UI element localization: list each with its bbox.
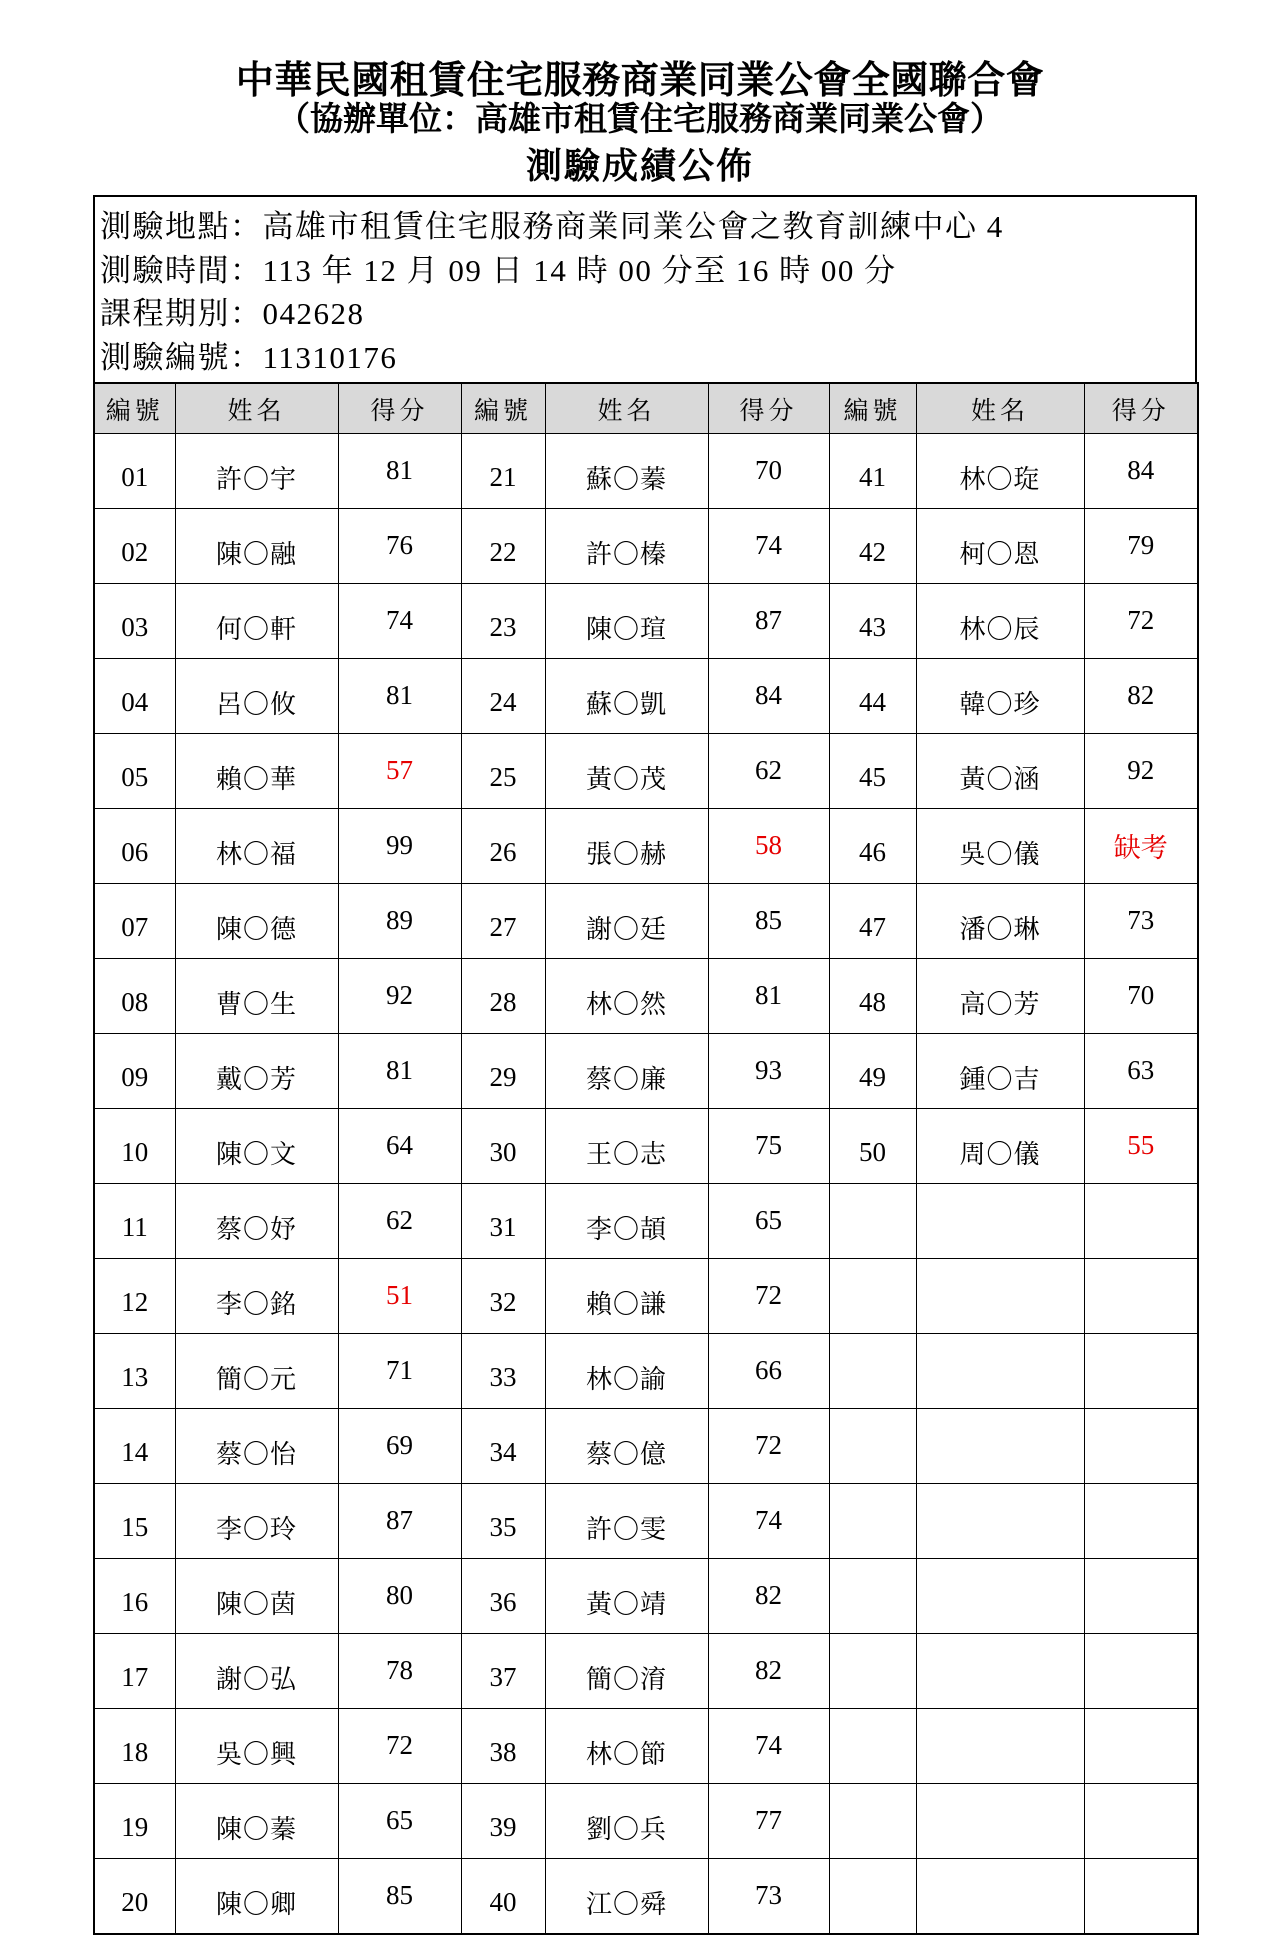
student-name: 高〇芳 — [916, 959, 1084, 1034]
student-name: 林〇諭 — [545, 1334, 708, 1409]
student-name: 曹〇生 — [175, 959, 338, 1034]
student-score: 缺考 — [1084, 809, 1198, 884]
table-row — [94, 1259, 1198, 1334]
student-score: 84 — [1084, 434, 1198, 509]
student-number: 06 — [94, 809, 175, 884]
student-score: 92 — [338, 959, 461, 1034]
header-name: 姓名 — [545, 383, 708, 434]
student-number: 26 — [461, 809, 545, 884]
student-score: 87 — [708, 584, 829, 659]
student-score: 79 — [1084, 509, 1198, 584]
student-score: 71 — [338, 1334, 461, 1409]
student-name: 呂〇攸 — [175, 659, 338, 734]
results-heading: 測驗成績公佈 — [525, 146, 754, 186]
empty-cell — [1084, 1634, 1198, 1709]
empty-cell — [916, 1859, 1084, 1935]
header-score: 得分 — [708, 383, 829, 434]
student-number: 10 — [94, 1109, 175, 1184]
student-name: 李〇玲 — [175, 1484, 338, 1559]
student-score: 82 — [708, 1634, 829, 1709]
student-score: 81 — [338, 659, 461, 734]
student-number: 36 — [461, 1559, 545, 1634]
student-number: 33 — [461, 1334, 545, 1409]
student-number: 12 — [94, 1259, 175, 1334]
empty-cell — [916, 1634, 1084, 1709]
empty-cell — [829, 1859, 916, 1935]
exam-location: 測驗地點：高雄市租賃住宅服務商業同業公會之教育訓練中心 4 — [100, 209, 1004, 244]
student-number: 46 — [829, 809, 916, 884]
student-score: 81 — [338, 1034, 461, 1109]
empty-cell — [1084, 1484, 1198, 1559]
empty-cell — [1084, 1859, 1198, 1935]
student-number: 25 — [461, 734, 545, 809]
student-number: 08 — [94, 959, 175, 1034]
student-score: 70 — [1084, 959, 1198, 1034]
student-score: 69 — [338, 1409, 461, 1484]
student-score: 80 — [338, 1559, 461, 1634]
student-score: 66 — [708, 1334, 829, 1409]
empty-cell — [829, 1409, 916, 1484]
student-name: 蔡〇妤 — [175, 1184, 338, 1259]
student-number: 15 — [94, 1484, 175, 1559]
student-name: 韓〇珍 — [916, 659, 1084, 734]
student-name: 江〇舜 — [545, 1859, 708, 1935]
student-name: 周〇儀 — [916, 1109, 1084, 1184]
header-number: 編號 — [829, 383, 916, 434]
header-number: 編號 — [461, 383, 545, 434]
student-number: 13 — [94, 1334, 175, 1409]
student-score: 55 — [1084, 1109, 1198, 1184]
student-name: 簡〇元 — [175, 1334, 338, 1409]
student-name: 何〇軒 — [175, 584, 338, 659]
student-score: 62 — [708, 734, 829, 809]
student-number: 27 — [461, 884, 545, 959]
student-name: 陳〇文 — [175, 1109, 338, 1184]
student-score: 93 — [708, 1034, 829, 1109]
student-number: 31 — [461, 1184, 545, 1259]
student-number: 02 — [94, 509, 175, 584]
student-number: 38 — [461, 1709, 545, 1784]
student-score: 81 — [708, 959, 829, 1034]
student-number: 48 — [829, 959, 916, 1034]
header-number: 編號 — [94, 383, 175, 434]
student-score: 76 — [338, 509, 461, 584]
student-score: 62 — [338, 1184, 461, 1259]
exam-time: 測驗時間：113 年 12 月 09 日 14 時 00 分至 16 時 00 分 — [100, 252, 897, 288]
table-row — [94, 809, 1198, 884]
student-score: 82 — [708, 1559, 829, 1634]
student-score: 63 — [1084, 1034, 1198, 1109]
student-score: 99 — [338, 809, 461, 884]
student-score: 70 — [708, 434, 829, 509]
student-number: 20 — [94, 1859, 175, 1935]
table-row — [94, 1184, 1198, 1259]
student-number: 05 — [94, 734, 175, 809]
empty-cell — [829, 1709, 916, 1784]
table-row — [94, 584, 1198, 659]
table-row — [94, 1784, 1198, 1859]
student-name: 林〇福 — [175, 809, 338, 884]
header-name: 姓名 — [175, 383, 338, 434]
student-score: 81 — [338, 434, 461, 509]
student-number: 44 — [829, 659, 916, 734]
student-name: 林〇節 — [545, 1709, 708, 1784]
student-score: 64 — [338, 1109, 461, 1184]
student-score: 72 — [708, 1259, 829, 1334]
student-name: 許〇雯 — [545, 1484, 708, 1559]
student-score: 65 — [338, 1784, 461, 1859]
student-name: 李〇銘 — [175, 1259, 338, 1334]
student-name: 林〇然 — [545, 959, 708, 1034]
exam-number: 測驗編號：11310176 — [100, 339, 398, 375]
student-name: 蔡〇億 — [545, 1409, 708, 1484]
student-number: 16 — [94, 1559, 175, 1634]
student-number: 43 — [829, 584, 916, 659]
student-number: 22 — [461, 509, 545, 584]
empty-cell — [916, 1184, 1084, 1259]
student-number: 18 — [94, 1709, 175, 1784]
student-score: 77 — [708, 1784, 829, 1859]
student-name: 許〇宇 — [175, 434, 338, 509]
student-name: 張〇赫 — [545, 809, 708, 884]
document-title: 中華民國租賃住宅服務商業同業公會全國聯合會 — [235, 60, 1045, 102]
student-number: 39 — [461, 1784, 545, 1859]
student-name: 柯〇恩 — [916, 509, 1084, 584]
student-name: 林〇琁 — [916, 434, 1084, 509]
student-name: 陳〇卿 — [175, 1859, 338, 1935]
table-row — [94, 1334, 1198, 1409]
student-score: 72 — [1084, 584, 1198, 659]
header-score: 得分 — [1084, 383, 1198, 434]
empty-cell — [829, 1784, 916, 1859]
student-name: 蘇〇凱 — [545, 659, 708, 734]
empty-cell — [916, 1409, 1084, 1484]
empty-cell — [1084, 1334, 1198, 1409]
student-number: 47 — [829, 884, 916, 959]
empty-cell — [916, 1334, 1084, 1409]
score-table — [93, 382, 1199, 1935]
empty-cell — [829, 1259, 916, 1334]
student-score: 74 — [708, 509, 829, 584]
student-number: 42 — [829, 509, 916, 584]
student-name: 謝〇弘 — [175, 1634, 338, 1709]
student-number: 01 — [94, 434, 175, 509]
student-name: 陳〇蓁 — [175, 1784, 338, 1859]
table-row — [94, 659, 1198, 734]
empty-cell — [1084, 1709, 1198, 1784]
student-name: 鍾〇吉 — [916, 1034, 1084, 1109]
student-score: 74 — [708, 1709, 829, 1784]
student-name: 李〇頡 — [545, 1184, 708, 1259]
student-name: 劉〇兵 — [545, 1784, 708, 1859]
student-name: 賴〇華 — [175, 734, 338, 809]
student-number: 37 — [461, 1634, 545, 1709]
table-row — [94, 1484, 1198, 1559]
student-number: 07 — [94, 884, 175, 959]
student-number: 14 — [94, 1409, 175, 1484]
student-name: 陳〇瑄 — [545, 584, 708, 659]
table-row — [94, 1034, 1198, 1109]
student-score: 92 — [1084, 734, 1198, 809]
student-name: 賴〇謙 — [545, 1259, 708, 1334]
student-score: 87 — [338, 1484, 461, 1559]
table-row — [94, 434, 1198, 509]
table-row — [94, 959, 1198, 1034]
student-number: 11 — [94, 1184, 175, 1259]
student-name: 蘇〇蓁 — [545, 434, 708, 509]
student-number: 41 — [829, 434, 916, 509]
student-name: 王〇志 — [545, 1109, 708, 1184]
student-name: 陳〇茵 — [175, 1559, 338, 1634]
student-number: 03 — [94, 584, 175, 659]
table-row — [94, 509, 1198, 584]
empty-cell — [1084, 1559, 1198, 1634]
student-score: 65 — [708, 1184, 829, 1259]
header-name: 姓名 — [916, 383, 1084, 434]
student-number: 09 — [94, 1034, 175, 1109]
student-name: 黃〇靖 — [545, 1559, 708, 1634]
table-row — [94, 1859, 1198, 1935]
table-row — [94, 1109, 1198, 1184]
student-name: 陳〇德 — [175, 884, 338, 959]
empty-cell — [916, 1484, 1084, 1559]
student-name: 林〇辰 — [916, 584, 1084, 659]
student-name: 吳〇儀 — [916, 809, 1084, 884]
student-name: 蔡〇怡 — [175, 1409, 338, 1484]
student-number: 19 — [94, 1784, 175, 1859]
co-organizer-subtitle: （協辦單位：高雄市租賃住宅服務商業同業公會） — [277, 102, 1003, 138]
table-row — [94, 734, 1198, 809]
student-score: 74 — [708, 1484, 829, 1559]
student-number: 34 — [461, 1409, 545, 1484]
empty-cell — [1084, 1259, 1198, 1334]
student-name: 黃〇茂 — [545, 734, 708, 809]
student-score: 57 — [338, 734, 461, 809]
empty-cell — [829, 1559, 916, 1634]
student-number: 04 — [94, 659, 175, 734]
table-row — [94, 1634, 1198, 1709]
student-name: 戴〇芳 — [175, 1034, 338, 1109]
student-number: 23 — [461, 584, 545, 659]
header-row — [94, 383, 1198, 434]
student-score: 89 — [338, 884, 461, 959]
student-name: 陳〇融 — [175, 509, 338, 584]
empty-cell — [916, 1709, 1084, 1784]
score-table-header — [94, 383, 1198, 434]
student-number: 50 — [829, 1109, 916, 1184]
student-score: 85 — [338, 1859, 461, 1935]
table-row — [94, 1409, 1198, 1484]
score-table-body — [94, 434, 1198, 1935]
empty-cell — [829, 1634, 916, 1709]
empty-cell — [829, 1184, 916, 1259]
empty-cell — [1084, 1184, 1198, 1259]
student-number: 24 — [461, 659, 545, 734]
student-score: 85 — [708, 884, 829, 959]
student-score: 82 — [1084, 659, 1198, 734]
empty-cell — [829, 1334, 916, 1409]
student-score: 78 — [338, 1634, 461, 1709]
student-name: 吳〇興 — [175, 1709, 338, 1784]
student-number: 49 — [829, 1034, 916, 1109]
empty-cell — [1084, 1784, 1198, 1859]
student-name: 簡〇淯 — [545, 1634, 708, 1709]
student-score: 84 — [708, 659, 829, 734]
student-name: 蔡〇廉 — [545, 1034, 708, 1109]
course-period: 課程期別：042628 — [100, 296, 365, 331]
student-score: 73 — [708, 1859, 829, 1935]
student-number: 30 — [461, 1109, 545, 1184]
header-score: 得分 — [338, 383, 461, 434]
table-row — [94, 884, 1198, 959]
table-row — [94, 1559, 1198, 1634]
student-score: 73 — [1084, 884, 1198, 959]
student-number: 40 — [461, 1859, 545, 1935]
student-number: 35 — [461, 1484, 545, 1559]
student-name: 潘〇琳 — [916, 884, 1084, 959]
student-number: 17 — [94, 1634, 175, 1709]
empty-cell — [829, 1484, 916, 1559]
student-number: 45 — [829, 734, 916, 809]
exam-info-box — [93, 195, 1197, 383]
empty-cell — [916, 1559, 1084, 1634]
student-number: 32 — [461, 1259, 545, 1334]
empty-cell — [916, 1784, 1084, 1859]
student-number: 21 — [461, 434, 545, 509]
student-name: 黃〇涵 — [916, 734, 1084, 809]
student-number: 29 — [461, 1034, 545, 1109]
student-score: 75 — [708, 1109, 829, 1184]
table-row — [94, 1709, 1198, 1784]
student-score: 58 — [708, 809, 829, 884]
student-score: 51 — [338, 1259, 461, 1334]
empty-cell — [1084, 1409, 1198, 1484]
student-score: 72 — [338, 1709, 461, 1784]
student-number: 28 — [461, 959, 545, 1034]
student-score: 74 — [338, 584, 461, 659]
student-score: 72 — [708, 1409, 829, 1484]
student-name: 謝〇廷 — [545, 884, 708, 959]
student-name: 許〇榛 — [545, 509, 708, 584]
empty-cell — [916, 1259, 1084, 1334]
